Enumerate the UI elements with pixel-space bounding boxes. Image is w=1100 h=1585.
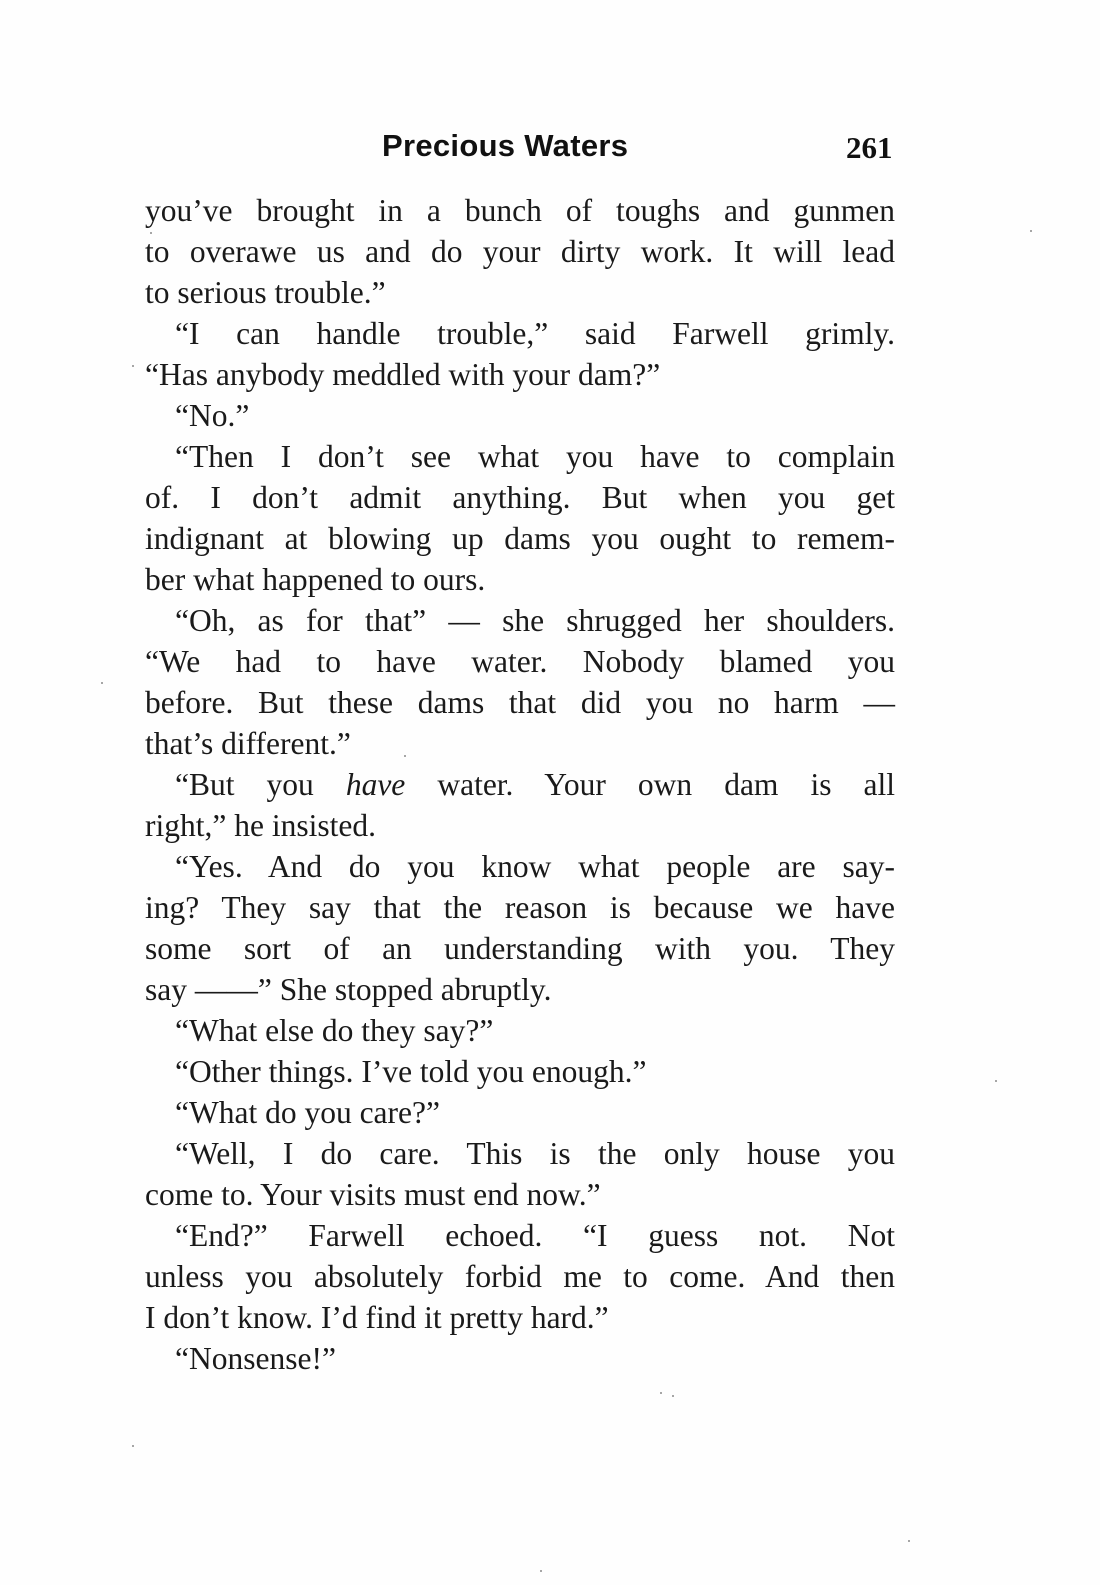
paper-speck xyxy=(908,1540,910,1542)
text-line: “What do you care?” xyxy=(175,1095,440,1130)
text-line: “End?” Farwell echoed. “I guess not. Not xyxy=(175,1218,895,1253)
text-line: “Has anybody meddled with your dam?” xyxy=(145,357,661,392)
paper-speck xyxy=(150,232,152,234)
running-head xyxy=(0,128,1100,172)
text-line: “We had to have water. Nobody blamed you xyxy=(145,644,895,679)
text-line: “What else do they say?” xyxy=(175,1013,494,1048)
paper-speck xyxy=(132,1445,134,1447)
text-line: to serious trouble.” xyxy=(145,275,386,310)
text-line: I don’t know. I’d find it pretty hard.” xyxy=(145,1300,609,1335)
text-line: “I can handle trouble,” said Farwell grimly. xyxy=(175,316,895,351)
text-fragment: “But you xyxy=(175,767,346,802)
text-line: “No.” xyxy=(175,398,250,433)
text-line: ing? They say that the reason is because we have xyxy=(145,890,895,925)
text-line: “Oh, as for that” — she shrugged her shoulders. xyxy=(175,603,895,638)
text-line: before. But these dams that did you no harm — xyxy=(145,685,895,720)
text-line: right,” he insisted. xyxy=(145,808,376,843)
paper-speck xyxy=(672,1395,674,1397)
paper-speck xyxy=(404,755,406,757)
italic-word: have xyxy=(345,767,406,802)
text-line: some sort of an understanding with you. They xyxy=(145,931,895,966)
paper-speck xyxy=(660,1392,662,1394)
text-line: “Then I don’t see what you have to complain xyxy=(175,439,895,474)
text-line: “Other things. I’ve told you enough.” xyxy=(175,1054,647,1089)
text-line xyxy=(145,764,895,805)
text-line: unless you absolutely forbid me to come. And then xyxy=(145,1259,895,1294)
text-line: “Well, I do care. This is the only house you xyxy=(175,1136,895,1171)
paper-speck xyxy=(540,1570,542,1572)
paper-speck xyxy=(101,682,103,684)
paper-speck xyxy=(132,365,134,367)
text-line: ber what happened to ours. xyxy=(145,562,486,597)
text-line: indignant at blowing up dams you ought to remem- xyxy=(145,521,895,556)
page-number: 261 xyxy=(846,130,893,165)
text-line: to overawe us and do your dirty work. It will lead xyxy=(145,234,895,269)
text-fragment: water. Your own dam is all xyxy=(405,767,896,802)
paper-speck xyxy=(995,1080,997,1082)
text-line: say ——” She stopped abruptly. xyxy=(145,972,552,1007)
text-line: you’ve brought in a bunch of toughs and gunmen xyxy=(145,193,895,228)
text-line: “Nonsense!” xyxy=(175,1341,336,1376)
text-line: of. I don’t admit anything. But when you get xyxy=(145,480,895,515)
text-line: come to. Your visits must end now.” xyxy=(145,1177,601,1212)
paper-speck xyxy=(1030,230,1032,232)
body-text xyxy=(145,190,895,1379)
text-line: that’s different.” xyxy=(145,726,351,761)
text-line: “Yes. And do you know what people are say- xyxy=(175,849,895,884)
running-title: Precious Waters xyxy=(382,128,629,163)
